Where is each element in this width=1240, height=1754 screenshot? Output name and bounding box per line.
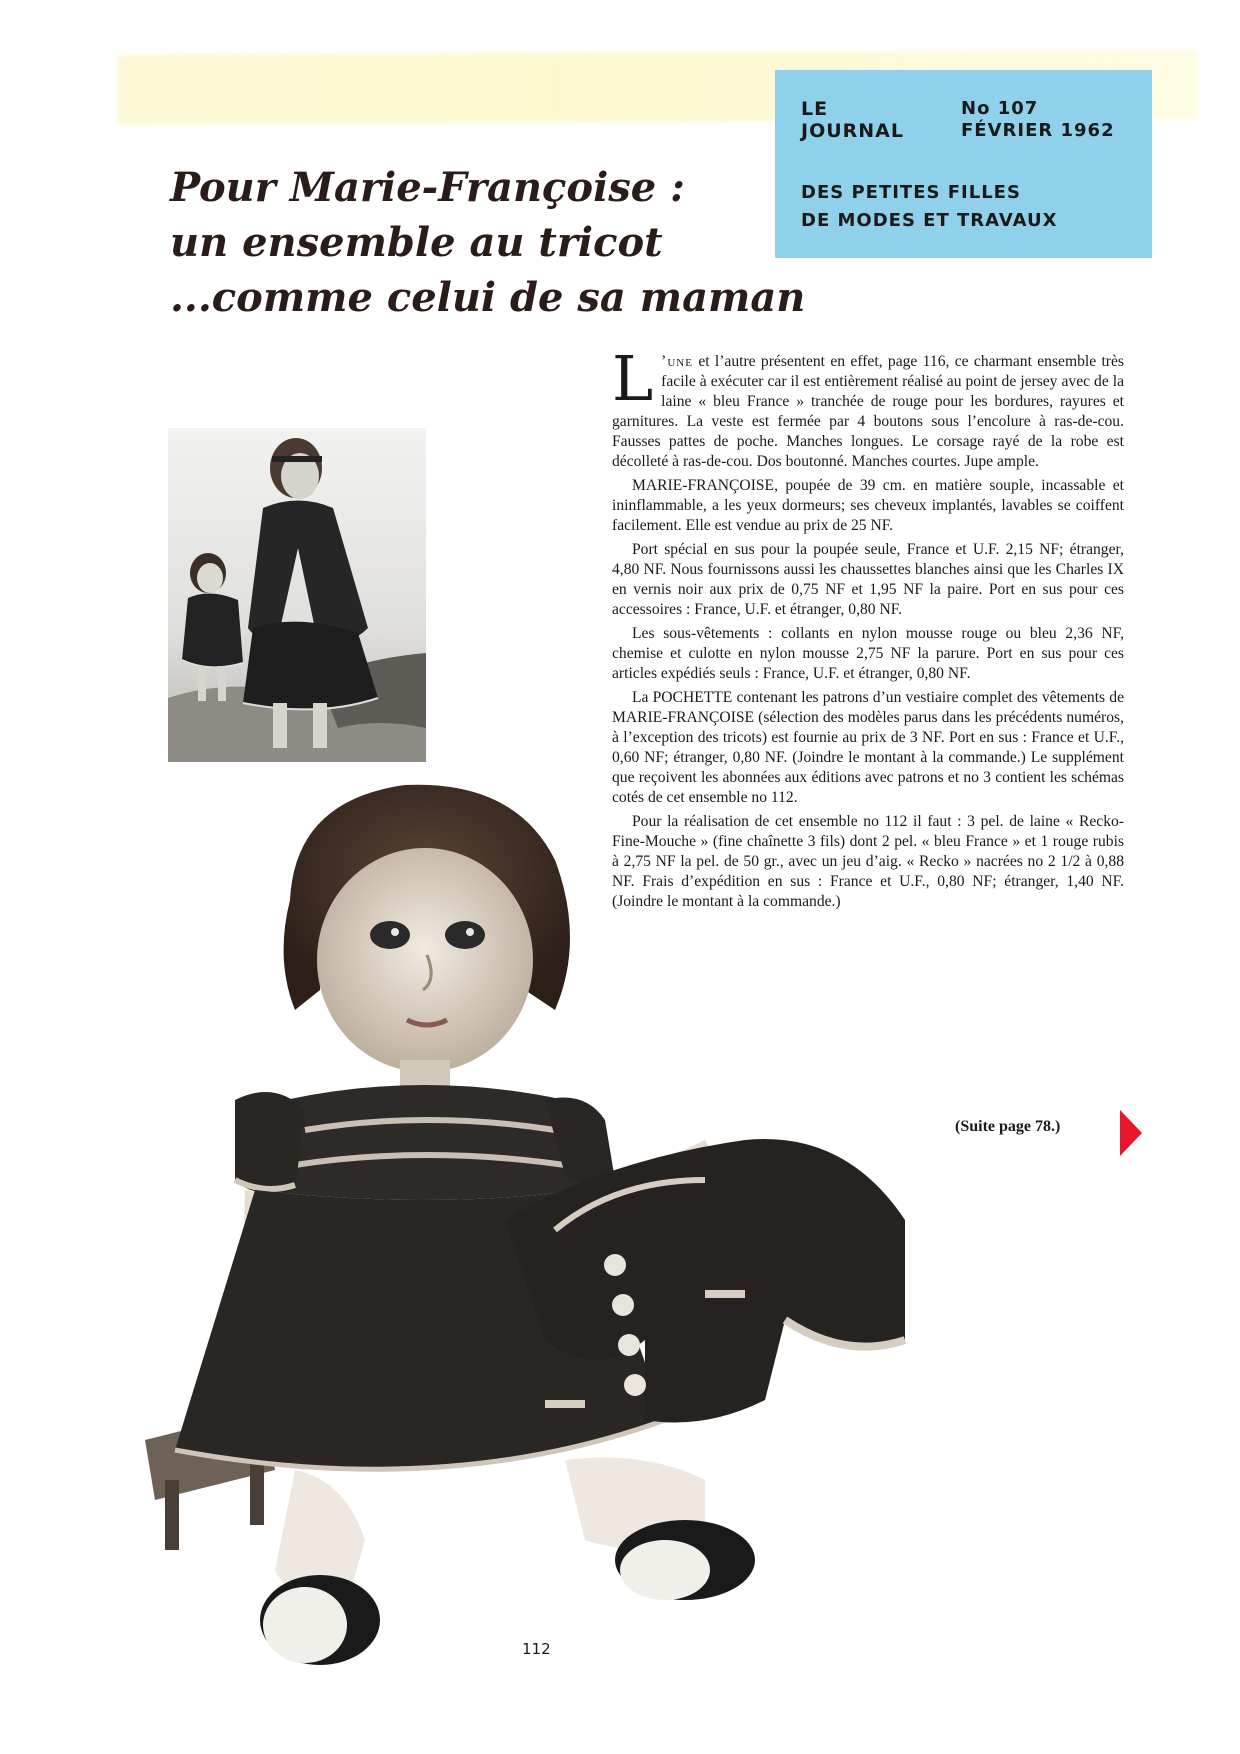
article-body bbox=[612, 342, 1124, 916]
title-line-2: un ensemble au tricot bbox=[170, 219, 663, 266]
article-lead-text: et l’autre présentent en effet, page 116, ce charmant ensemble très facile à exécuter car il est entièrement réalisé au point de jersey avec de la laine « bleu France » tranchée de rouge pour les bordures, rayures et garnitures. La veste est fermée par 4 boutons sous l’encolure à ras-de-cou. Fausses pattes de poche. Manches longues. Le corsage rayé de la robe est décolleté à ras-de-cou. Dos boutonné. Manches courtes. Jupe ample. bbox=[612, 353, 1124, 470]
article-paragraph-5: La POCHETTE contenant les patrons d’un vestiaire complet des vêtements de MARIE-FRANÇOISE (sélection des modèles parus dans les précédents numéros, à l’exception des tricots) est fournie au prix de 3 NF. Port en sus : France et U.F., 0,60 NF; étranger, 0,80 NF. (Joindre le montant à la commande.) Le supplément que reçoivent les abonnées aux éditions avec patrons et no 3 contient les schémas cotés de cet ensemble no 112. bbox=[612, 689, 1124, 806]
drop-cap: L bbox=[612, 342, 654, 415]
title-line-3: ...comme celui de sa maman bbox=[170, 274, 806, 321]
header-issue-number: No 107 bbox=[961, 98, 1039, 119]
header-journal: JOURNAL bbox=[801, 120, 904, 142]
article-paragraph-4: Les sous-vêtements : collants en nylon mousse rouge ou bleu 2,36 NF, chemise et culotte en nylon mousse 2,75 NF la parure. Port en sus pour ces articles expédiés seuls : France, U.F. et étranger, 0,80 NF. bbox=[612, 625, 1124, 682]
header-subtitle-line2: DE MODES ET TRAVAUX bbox=[801, 210, 1058, 231]
article-lead-smallcaps: ’une bbox=[661, 353, 693, 370]
article-paragraph-1 bbox=[612, 342, 1124, 472]
photo-girl-with-doll bbox=[168, 428, 426, 762]
article-title bbox=[170, 160, 806, 325]
title-line-1: Pour Marie-Françoise : bbox=[170, 164, 685, 211]
page-number: 112 bbox=[522, 1640, 551, 1658]
article-paragraph-3: Port spécial en sus pour la poupée seule, France et U.F. 2,15 NF; étranger, 4,80 NF. Nous fournissons aussi les chaussettes blanches ainsi que les Charles IX en vernis noir aux prix de 0,75 NF et 1,95 NF la paire. Port en sus pour ces accessoires : France, U.F. et étranger, 0,80 NF. bbox=[612, 541, 1124, 618]
header-le: LE bbox=[801, 98, 829, 120]
header-subtitle-line1: DES PETITES FILLES bbox=[801, 182, 1021, 203]
article-paragraph-6: Pour la réalisation de cet ensemble no 112 il faut : 3 pel. de laine « Recko-Fine-Mouche » (fine chaînette 3 fils) dont 2 pel. « bleu France » et 1 rouge rubis à 2,75 NF la pel. de 50 gr., avec un jeu d’aig. « Recko » nacrées no 2 1/2 à 0,88 NF. Frais d’expédition en sus : France et U.F., 0,80 NF; étranger, 1,40 NF. (Joindre le montant à la commande.) bbox=[612, 813, 1124, 910]
continued-page-note: (Suite page 78.) bbox=[955, 1118, 1061, 1135]
magazine-header-box bbox=[775, 70, 1152, 258]
header-date: FÉVRIER 1962 bbox=[961, 120, 1115, 141]
article-paragraph-2: MARIE-FRANÇOISE, poupée de 39 cm. en matière souple, incassable et ininflammable, a les yeux dormeurs; ses cheveux implantés, lavables se coiffent facilement. Elle est vendue au prix de 25 NF. bbox=[612, 477, 1124, 534]
red-arrow-icon bbox=[1120, 1110, 1142, 1156]
